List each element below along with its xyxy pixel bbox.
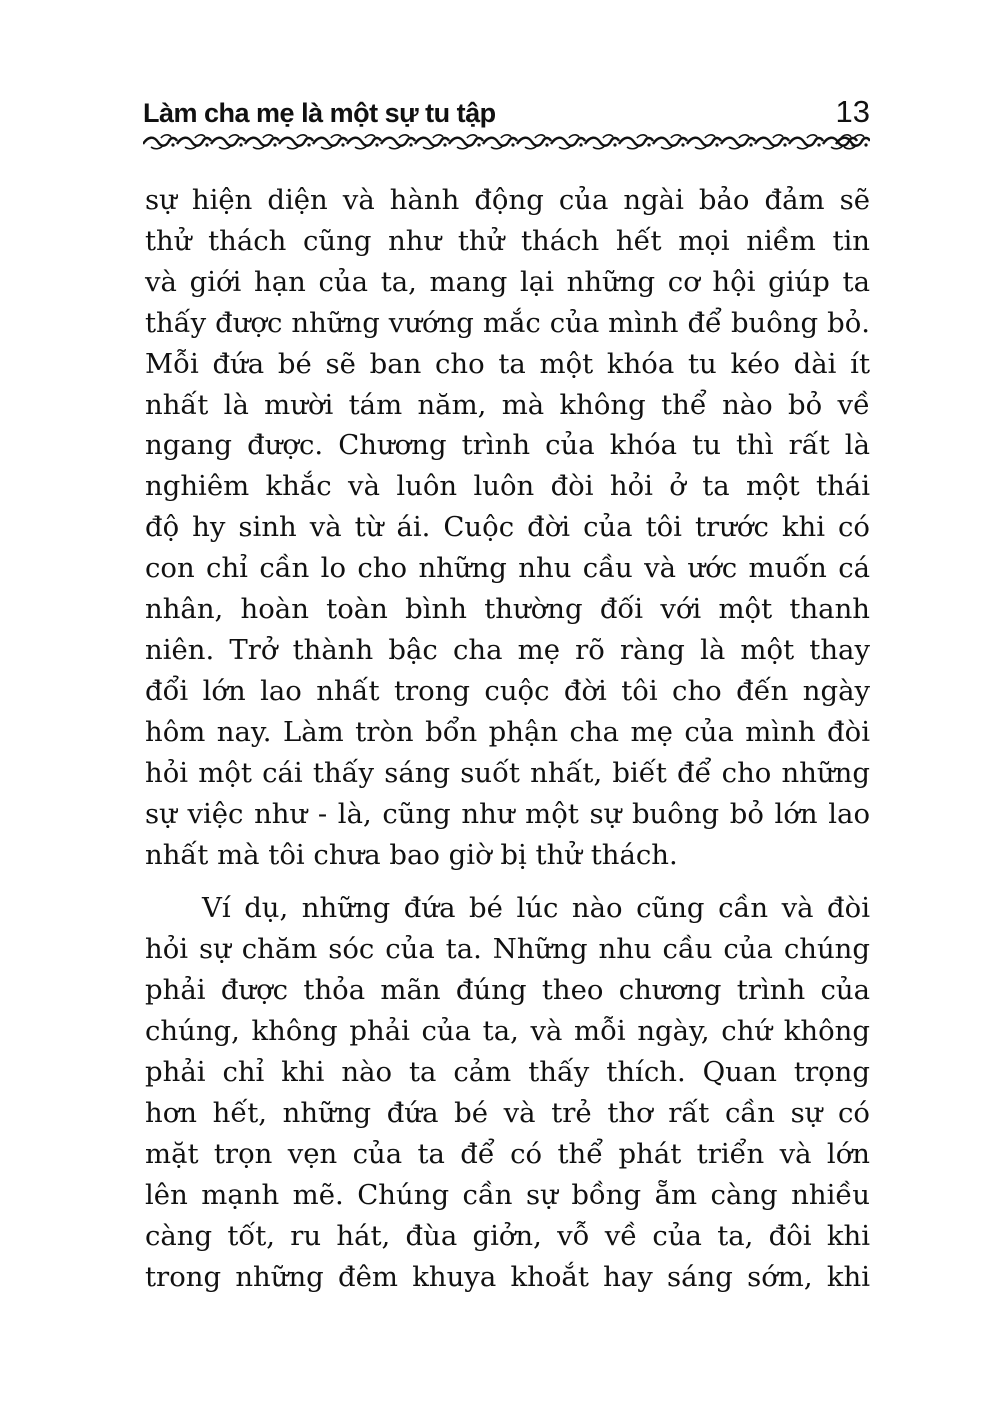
text-line: nhất mà tôi chưa bao giờ bị thử thách. — [145, 838, 678, 871]
text-line: ngang được. Chương trình của khóa tu thì rất là — [145, 429, 870, 462]
text-line: Ví dụ, những đứa bé lúc nào cũng cần và đòi — [202, 892, 870, 925]
text-line: và giới hạn của ta, mang lại những cơ hội giúp ta — [145, 265, 870, 298]
text-line: đổi lớn lao nhất trong cuộc đời tôi cho đến ngày — [145, 674, 870, 707]
text-line: con chỉ cần lo cho những nhu cầu và ước muốn cá — [145, 552, 870, 585]
text-line: càng tốt, ru hát, đùa giởn, vỗ về của ta, đôi khi — [145, 1219, 870, 1252]
text-line: Mỗi đứa bé sẽ ban cho ta một khóa tu kéo dài ít — [145, 347, 870, 380]
text-line: trong những đêm khuya khoắt hay sáng sớm, khi — [145, 1260, 870, 1293]
page-number: 13 — [835, 94, 870, 129]
text-line: nghiêm khắc và luôn luôn đòi hỏi ở ta một thái — [145, 470, 870, 503]
paragraph-gap — [145, 875, 870, 888]
text-line: phải chỉ khi nào ta cảm thấy thích. Quan trọng — [145, 1056, 870, 1089]
paragraph-2 — [145, 888, 870, 1297]
text-line: nhân, hoàn toàn bình thường đối với một thanh — [145, 593, 870, 626]
text-line: nhất là mười tám năm, mà không thể nào bỏ về — [145, 388, 870, 421]
text-line: niên. Trở thành bậc cha mẹ rõ ràng là một thay — [145, 633, 870, 666]
text-line: lên mạnh mẽ. Chúng cần sự bồng ẵm càng nhiều — [145, 1178, 870, 1211]
text-line: hơn hết, những đứa bé và trẻ thơ rất cần sự có — [145, 1096, 870, 1129]
text-line: thử thách cũng như thử thách hết mọi niềm tin — [145, 224, 870, 257]
text-line: hỏi sự chăm sóc của ta. Những nhu cầu của chúng — [145, 933, 870, 966]
vine-ornament-divider — [143, 133, 870, 151]
paragraph-1 — [145, 180, 870, 875]
chapter-title: Làm cha mẹ là một sự tu tập — [143, 98, 496, 128]
text-line: độ hy sinh và từ ái. Cuộc đời của tôi trước khi có — [145, 511, 870, 544]
text-line: phải được thỏa mãn đúng theo chương trình của — [145, 974, 870, 1007]
text-line: sự việc như - là, cũng như một sự buông bỏ lớn lao — [145, 797, 870, 830]
running-header — [143, 92, 870, 132]
text-line: mặt trọn vẹn của ta để có thể phát triển và lớn — [145, 1137, 870, 1170]
body-text — [145, 180, 870, 1297]
text-line: hỏi một cái thấy sáng suốt nhất, biết để cho những — [145, 756, 870, 789]
text-line: sự hiện diện và hành động của ngài bảo đảm sẽ — [145, 184, 870, 216]
text-line: chúng, không phải của ta, và mỗi ngày, chứ không — [145, 1015, 870, 1048]
text-line: hôm nay. Làm tròn bổn phận cha mẹ của mình đòi — [145, 715, 870, 748]
text-line: thấy được những vướng mắc của mình để buông bỏ. — [145, 306, 870, 339]
